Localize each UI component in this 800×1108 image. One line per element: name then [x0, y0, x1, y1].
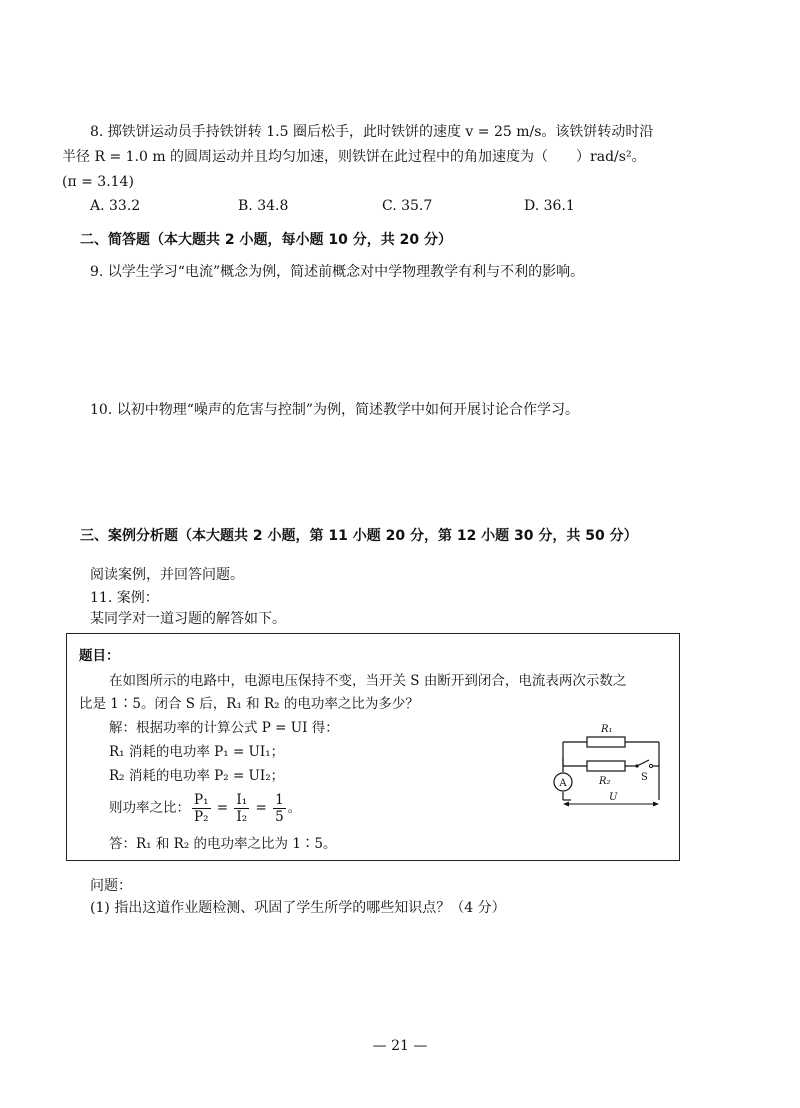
end-mark: 。 — [287, 800, 302, 816]
solution-line-2: R₁ 消耗的电功率 P₁ = UI₁； — [109, 744, 285, 760]
q11-label: 11. 案例： — [90, 590, 159, 606]
q11-description: 某同学对一道习题的解答如下。 — [90, 611, 286, 627]
fraction-i-denominator: I₂ — [236, 809, 248, 825]
section-2-heading: 二、简答题（本大题共 2 小题，每小题 10 分，共 20 分） — [80, 232, 452, 248]
r1-label: R₁ — [601, 724, 613, 735]
resistor-r1 — [587, 737, 625, 747]
q8-option-c: C. 35.7 — [382, 198, 433, 214]
fraction-p-denominator: P₂ — [194, 809, 209, 825]
resistor-r2 — [587, 761, 625, 771]
problem-line-2: 比是 1∶5。闭合 S 后，R₁ 和 R₂ 的电功率之比为多少？ — [79, 696, 419, 712]
equals-sign-2: = — [255, 800, 267, 816]
fraction-result — [273, 792, 286, 825]
r2-label: R₂ — [599, 776, 611, 787]
question-1: (1) 指出这道作业题检测、巩固了学生所学的哪些知识点？（4 分） — [90, 900, 506, 916]
solution-line-1: 解：根据功率的计算公式 P = UI 得： — [109, 720, 339, 736]
section-3-intro: 阅读案例，并回答问题。 — [90, 567, 244, 583]
q8-option-b: B. 34.8 — [238, 198, 289, 214]
q8-line-3: (π = 3.14) — [62, 174, 134, 190]
q8-option-d: D. 36.1 — [524, 198, 575, 214]
ammeter-label: A — [559, 778, 567, 789]
fraction-p-numerator: P₁ — [194, 792, 209, 808]
fraction-result-numerator: 1 — [275, 792, 284, 808]
q8-line-1: 8. 掷铁饼运动员手持铁饼转 1.5 圈后松手，此时铁饼的速度 v = 25 m/s。该铁饼转动时沿 — [90, 124, 654, 140]
equals-sign-1: = — [216, 800, 229, 816]
problem-line-1: 在如图所示的电路中，电源电压保持不变，当开关 S 由断开到闭合，电流表两次示数之 — [109, 673, 627, 689]
fraction-p — [192, 792, 211, 825]
fraction-result-denominator: 5 — [275, 809, 284, 825]
fraction-i-numerator: I₁ — [236, 792, 248, 808]
box-title: 题目： — [79, 648, 120, 664]
q9-text: 9. 以学生学习“电流”概念为例，简述前概念对中学物理教学有利与不利的影响。 — [90, 264, 585, 280]
power-ratio — [109, 790, 301, 830]
section-3-heading: 三、案例分析题（本大题共 2 小题，第 11 小题 20 分，第 12 小题 30 分，共 50 分） — [80, 528, 638, 544]
ratio-prefix: 则功率之比： — [109, 800, 190, 816]
switch-label: S — [641, 772, 648, 783]
solution-line-3: R₂ 消耗的电功率 P₂ = UI₂； — [109, 768, 285, 784]
questions-label: 问题： — [90, 878, 132, 894]
q8-line-2: 半径 R = 1.0 m 的圆周运动并且均匀加速，则铁饼在此过程中的角加速度为（ ）rad/s²。 — [62, 149, 646, 165]
q10-text: 10. 以初中物理“噪声的危害与控制”为例，简述教学中如何开展讨论合作学习。 — [90, 402, 580, 418]
circuit-diagram — [537, 708, 677, 818]
voltage-label: U — [609, 792, 618, 803]
fraction-i — [234, 792, 249, 825]
case-box — [66, 633, 680, 861]
page-number: — 21 — — [372, 1038, 428, 1054]
answer-line: 答：R₁ 和 R₂ 的电功率之比为 1∶5。 — [109, 836, 337, 852]
q8-option-a: A. 33.2 — [90, 198, 141, 214]
